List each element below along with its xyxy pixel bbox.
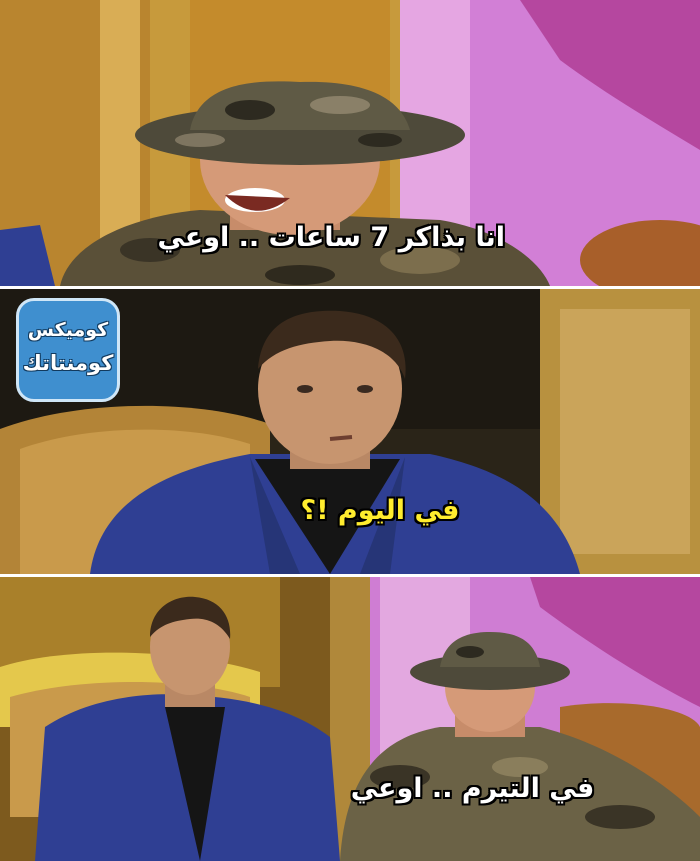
panel-2-caption: في اليوم !؟ [300, 495, 460, 526]
logo-line-2: كومنتاتك [22, 351, 114, 375]
watermark-logo [16, 298, 120, 402]
panel-3 [0, 577, 700, 861]
panel-1 [0, 0, 700, 286]
panel-1-caption: انا بذاكر 7 ساعات .. اوعي [157, 222, 505, 253]
panel-3-scene [0, 577, 700, 861]
logo-line-1: كوميكس [27, 319, 109, 341]
panel-3-caption: في التيرم .. اوعي [350, 773, 595, 804]
